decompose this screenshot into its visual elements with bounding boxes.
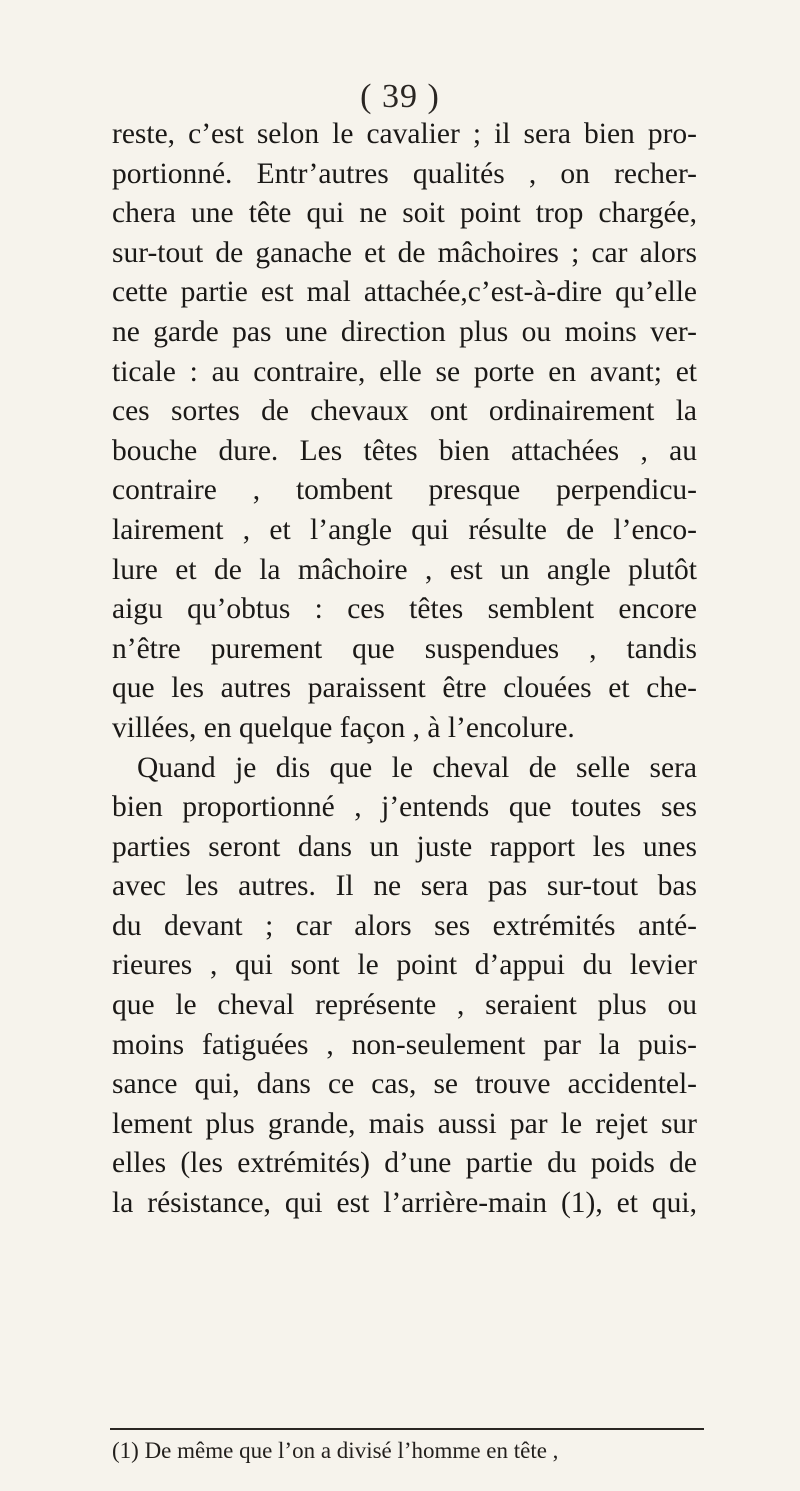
text-line: sur-tout de ganache et de mâchoires ; car alors xyxy=(112,236,697,269)
text-line: du devant ; car alors ses extrémités anté- xyxy=(112,909,697,942)
text-line: contraire , tombent presque perpendicu- xyxy=(112,474,697,507)
footnote: (1) De même que l’on a divisé l’homme en tête , xyxy=(112,1438,559,1463)
text-line: la résistance, qui est l’arrière-main (1), et qui, xyxy=(112,1187,697,1220)
footnote-separator xyxy=(110,1428,704,1430)
text-line: que les autres paraissent être clouées et che- xyxy=(112,672,697,705)
text-line: lement plus grande, mais aussi par le rejet sur xyxy=(112,1107,697,1140)
text-line: rieures , qui sont le point d’appui du levier xyxy=(112,949,697,982)
text-line: aigu qu’obtus : ces têtes semblent encore xyxy=(112,593,697,626)
text-line: moins fatiguées , non-seulement par la puis- xyxy=(112,1028,697,1061)
text-line: n’être purement que suspendues , tandis xyxy=(112,632,697,665)
paragraph-start-line: Quand je dis que le cheval de selle sera xyxy=(137,751,697,784)
text-line: ne garde pas une direction plus ou moins ver- xyxy=(112,315,697,348)
text-line: parties seront dans un juste rapport les unes xyxy=(112,830,697,863)
text-line: villées, en quelque façon , à l’encolure. xyxy=(112,711,575,744)
text-line: portionné. Entr’autres qualités , on recher- xyxy=(112,157,697,190)
text-line: lairement , et l’angle qui résulte de l’enco- xyxy=(112,513,697,546)
text-line: avec les autres. Il ne sera pas sur-tout bas xyxy=(112,870,697,903)
text-line: reste, c’est selon le cavalier ; il sera bien pro- xyxy=(112,118,697,150)
text-line: bien proportionné , j’entends que toutes ses xyxy=(112,791,697,824)
text-line: ces sortes de chevaux ont ordinairement la xyxy=(112,395,697,428)
page-number: ( 39 ) xyxy=(360,78,440,115)
text-line: ticale : au contraire, elle se porte en avant; et xyxy=(112,355,697,388)
text-line: elles (les extrémités) d’une partie du poids de xyxy=(112,1147,697,1180)
body-text xyxy=(112,115,697,1224)
text-line: lure et de la mâchoire , est un angle plutôt xyxy=(112,553,697,586)
text-line: chera une tête qui ne soit point trop chargée, xyxy=(112,197,697,230)
text-line: que le cheval représente , seraient plus ou xyxy=(112,989,697,1022)
text-line: sance qui, dans ce cas, se trouve accidentel- xyxy=(112,1068,697,1101)
text-line: bouche dure. Les têtes bien attachées , au xyxy=(112,434,697,467)
text-line: cette partie est mal attachée,c’est-à-dire qu’elle xyxy=(112,276,697,309)
